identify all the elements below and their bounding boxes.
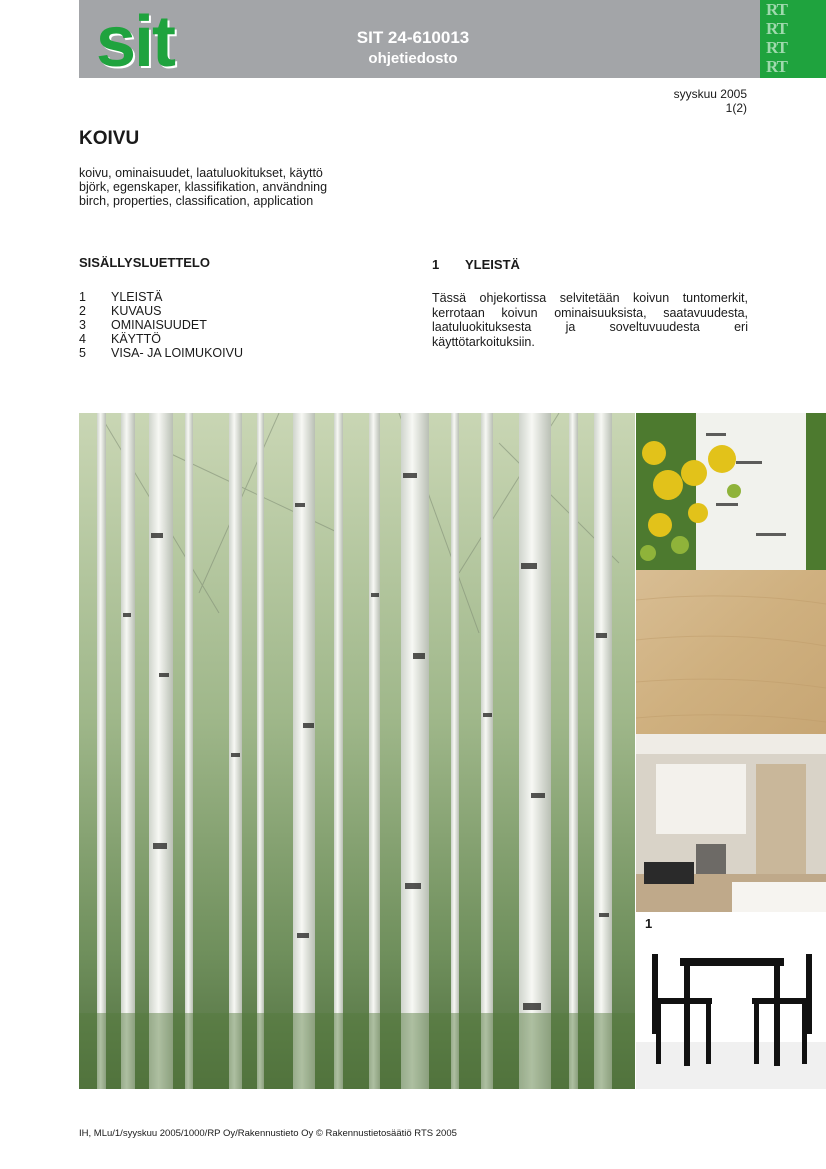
toc-item[interactable] (79, 318, 207, 332)
birch-furniture-photo (636, 912, 826, 1089)
section-body-text: Tässä ohjekortissa selvitetään koivun tuntomerkit, kerrotaan koivun ominaisuuksista, saatavuudesta, laatuluokituksesta ja soveltuvuudesta eri käyttötarkoituksiin. (432, 291, 748, 349)
section-number: 1 (432, 257, 440, 272)
keywords-finnish: koivu, ominaisuudet, laatuluokitukset, käyttö (79, 166, 323, 180)
toc-item-label: OMINAISUUDET (111, 318, 207, 332)
document-date: syyskuu 2005 (673, 87, 747, 101)
toc-item[interactable] (79, 346, 243, 360)
rt-logo-letter: RT (766, 0, 788, 19)
section-title: YLEISTÄ (465, 257, 520, 272)
toc-item-number: 5 (79, 346, 86, 360)
toc-item-number: 1 (79, 290, 86, 304)
toc-item-label: VISA- JA LOIMUKOIVU (111, 346, 243, 360)
figure-label: 1 (645, 916, 653, 931)
toc-item-number: 3 (79, 318, 86, 332)
toc-item[interactable] (79, 304, 161, 318)
footer-imprint: IH, MLu/1/syyskuu 2005/1000/RP Oy/Rakennustieto Oy © Rakennustietosäätiö RTS 2005 (79, 1128, 457, 1139)
toc-item-number: 4 (79, 332, 86, 346)
page-title: KOIVU (79, 128, 140, 149)
page-number: 1(2) (725, 101, 747, 115)
birch-leaves-photo (636, 413, 826, 570)
toc-item-label: KUVAUS (111, 304, 162, 318)
birch-wood-surface-photo (636, 570, 826, 734)
toc-item-label: KÄYTTÖ (111, 332, 162, 346)
toc-item-number: 2 (79, 304, 86, 318)
section-heading (432, 257, 520, 273)
keywords-english: birch, properties, classification, application (79, 194, 314, 208)
interior-photo (636, 734, 826, 912)
toc-item[interactable] (79, 332, 161, 346)
toc-heading: SISÄLLYSLUETTELO (79, 255, 210, 270)
rt-logo-letter: RT (766, 57, 788, 76)
toc-item-label: YLEISTÄ (111, 290, 163, 304)
document-type: ohjetiedosto (368, 50, 458, 67)
rt-logo-letter: RT (766, 38, 788, 57)
keywords-swedish: björk, egenskaper, klassifikation, användning (79, 180, 328, 194)
birch-forest-photo (79, 413, 635, 1089)
rt-logo-letter: RT (766, 19, 788, 38)
sit-logo: sit (96, 2, 175, 82)
document-id: SIT 24-610013 (356, 28, 470, 47)
toc-item[interactable] (79, 290, 162, 304)
